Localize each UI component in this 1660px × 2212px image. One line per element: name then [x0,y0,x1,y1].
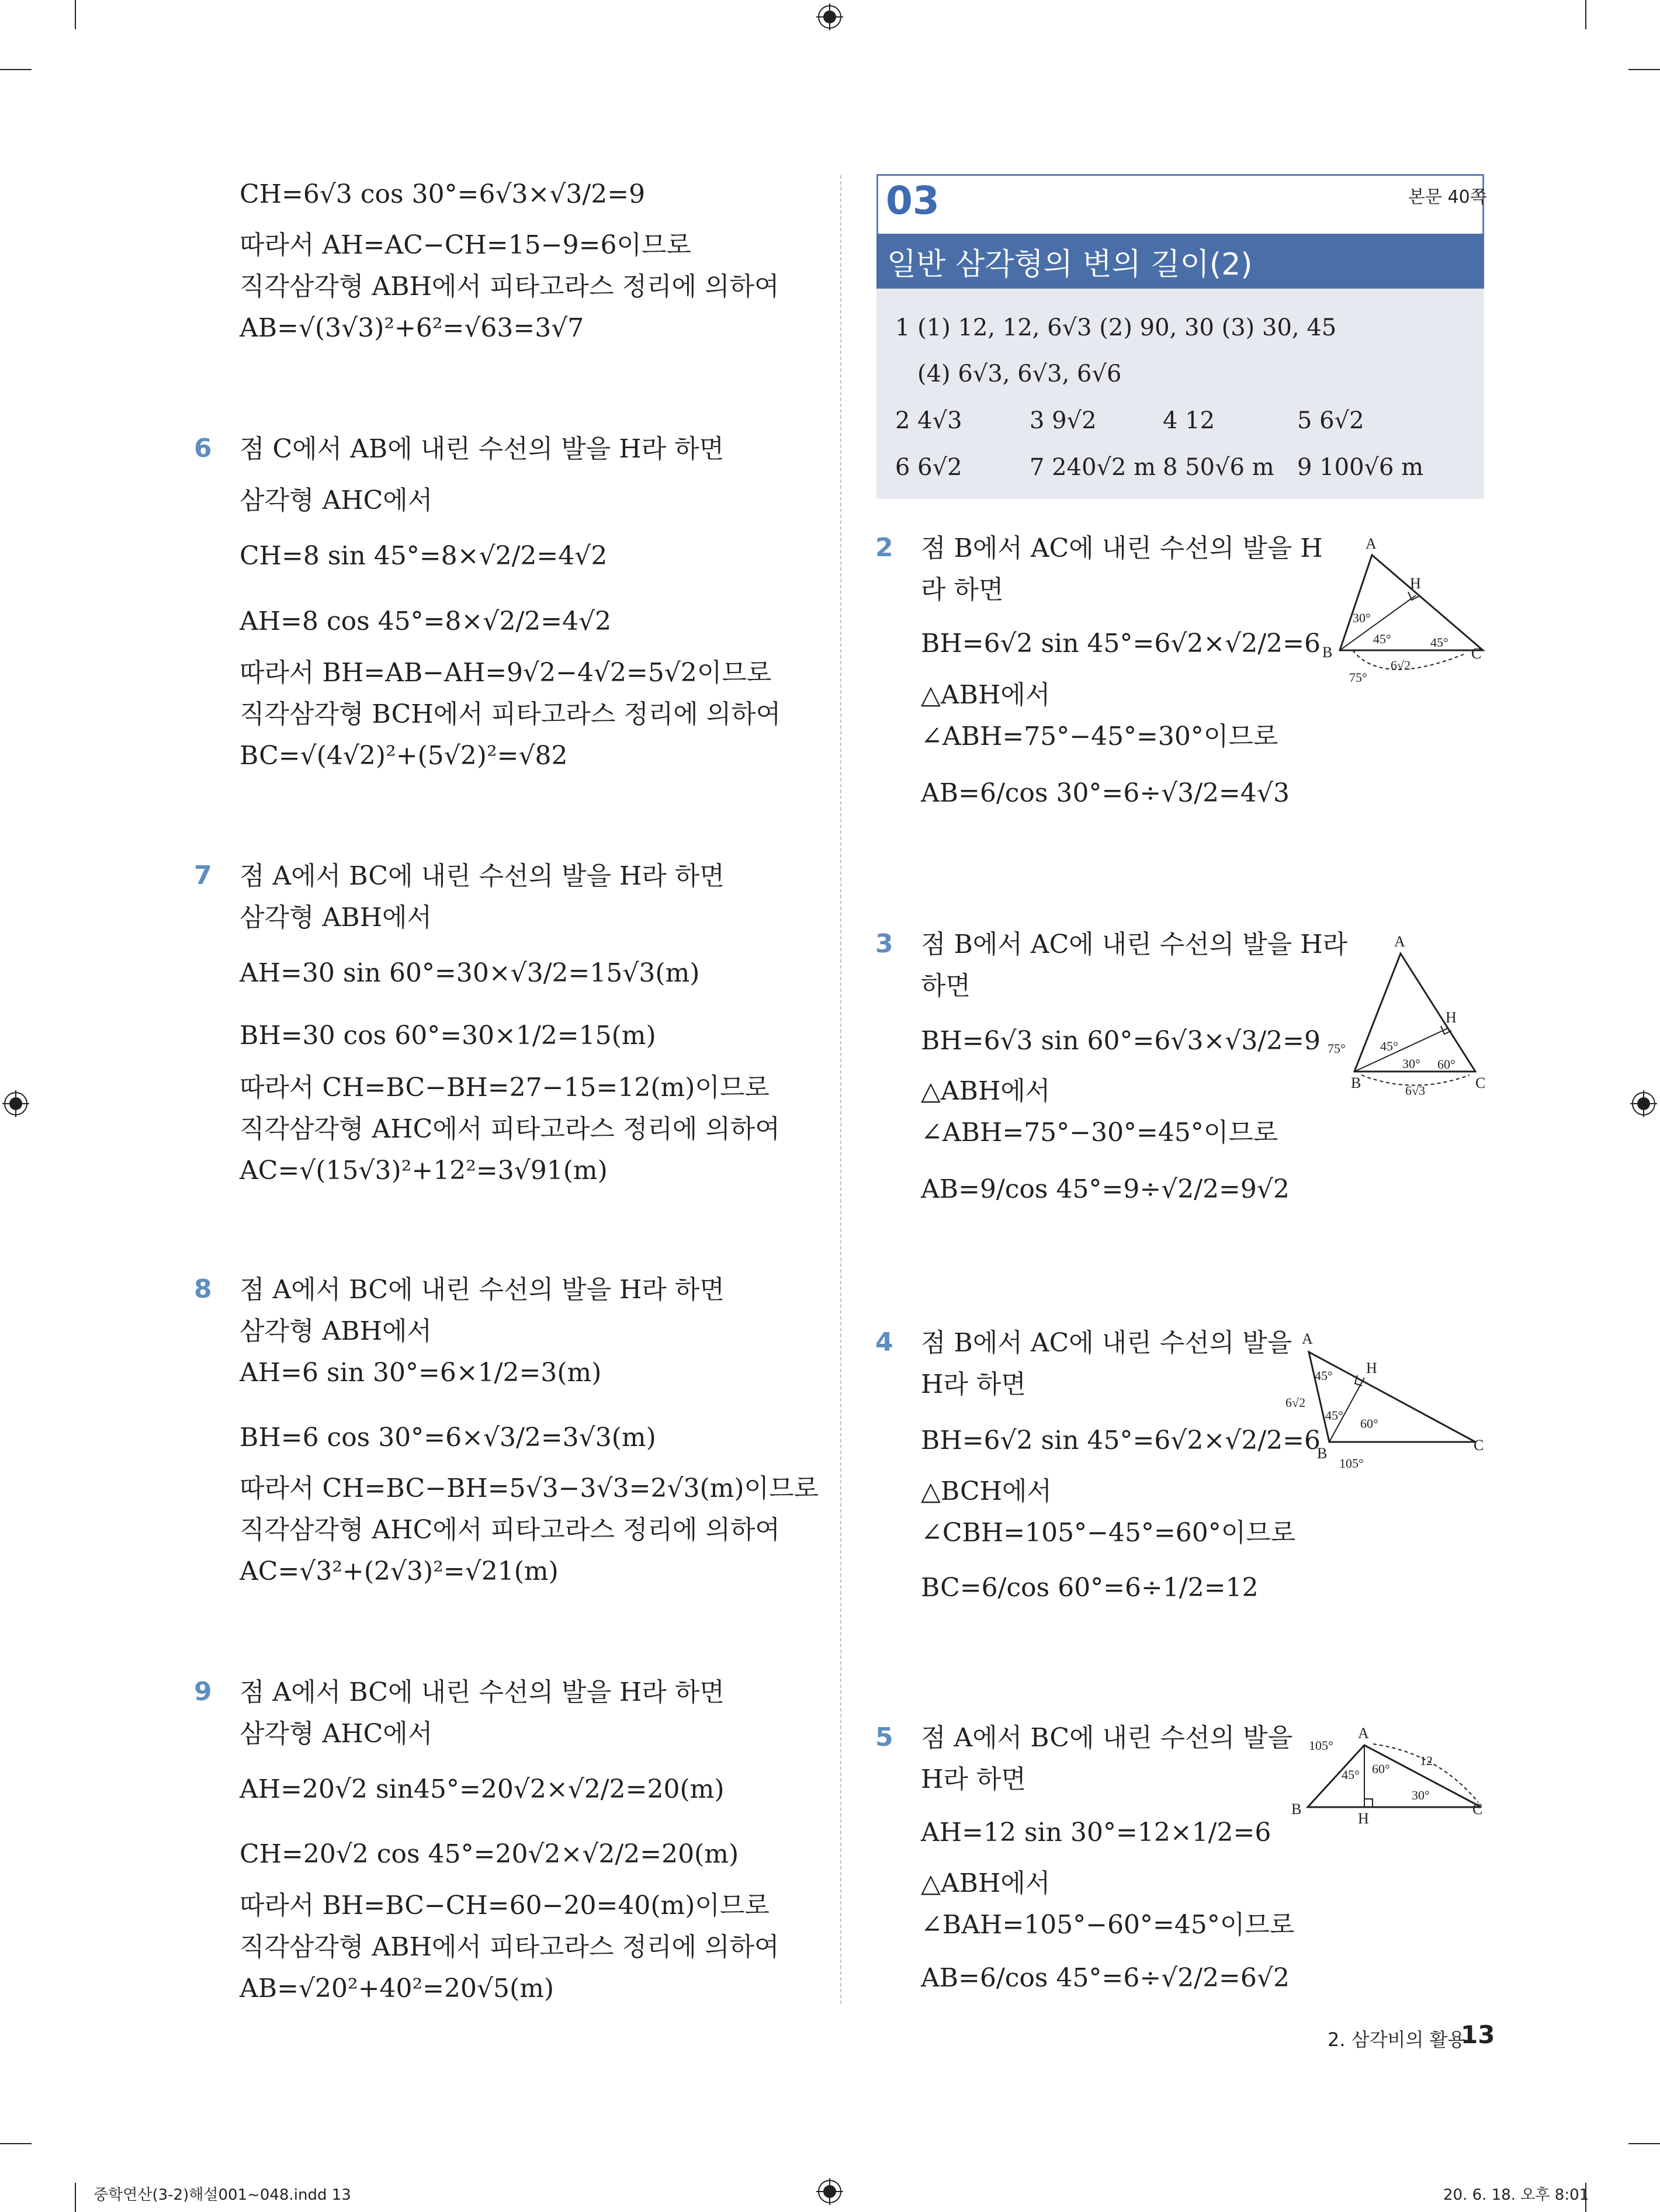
side-label: 6√2 [1391,658,1411,672]
solution-line: 따라서 BH=AB−AH=9√2−4√2=5√2이므로 [240,658,772,688]
registration-mark-icon [1630,1090,1657,1117]
side-label: 6√3 [1405,1083,1426,1098]
angle-label: 45° [1325,1408,1343,1423]
solution-line: 직각삼각형 AHC에서 피타고라스 정리에 의하여 [240,1114,780,1144]
angle-label: 45° [1342,1767,1360,1782]
solution-line: AC=√3²+(2√3)²=√21(m) [240,1556,559,1586]
solution-line: BH=30 cos 60°=30×1/2=15(m) [240,1021,656,1050]
solution-line: 직각삼각형 ABH에서 피타고라스 정리에 의하여 [240,1932,779,1962]
crop-mark [1628,69,1660,70]
solution-line: 삼각형 AHC에서 [240,486,433,515]
solution-line: AH=30 sin 60°=30×√3/2=15√3(m) [240,958,700,988]
solution-line: 점 A에서 BC에 내린 수선의 발을 H라 하면 [240,861,725,891]
triangle-figure-5 [1285,1721,1502,1849]
crop-mark [75,2183,76,2212]
crop-mark [1628,2143,1660,2144]
angle-label: 45° [1315,1368,1333,1383]
vertex-label: A [1394,933,1405,950]
angle-label: 75° [1328,1041,1346,1056]
solution-line: AH=6 sin 30°=6×1/2=3(m) [240,1358,602,1388]
solution-line: CH=20√2 cos 45°=20√2×√2/2=20(m) [240,1839,739,1869]
answer-5: 5 6√2 [1297,407,1364,434]
vertex-label: C [1474,1437,1484,1454]
solution-line: △BCH에서 [921,1476,1052,1506]
vertex-label: H [1358,1810,1369,1827]
column-divider [840,175,841,2004]
angle-label: 60° [1372,1762,1390,1776]
crop-mark [0,2143,32,2144]
solution-line: △ABH에서 [921,680,1051,710]
problem-number: 7 [194,861,212,890]
solution-line: ∠ABH=75°−45°=30°이므로 [921,722,1278,751]
answer-9: 9 100√6 m [1297,454,1424,481]
answer-4: 4 12 [1163,407,1215,434]
problem-number: 9 [194,1677,212,1707]
solution-line: AB=6/cos 45°=6÷√2/2=6√2 [921,1963,1290,1993]
solution-line: 하면 [921,971,971,1001]
vertex-label: C [1475,1074,1486,1091]
solution-line: 직각삼각형 AHC에서 피타고라스 정리에 의하여 [240,1515,780,1545]
vertex-label: H [1410,575,1421,592]
solution-line: AB=6/cos 30°=6÷√3/2=4√3 [921,778,1290,808]
solution-line: BH=6√2 sin 45°=6√2×√2/2=6 [921,629,1321,658]
solution-line: BC=6/cos 60°=6÷1/2=12 [921,1573,1259,1603]
solution-line: AH=20√2 sin45°=20√2×√2/2=20(m) [240,1774,725,1804]
registration-mark-icon [816,2178,843,2205]
solution-line: 점 A에서 BC에 내린 수선의 발을 H라 하면 [240,1677,725,1707]
triangle-figure-2 [1318,535,1505,692]
vertex-label: C [1471,645,1482,662]
angle-label: 30° [1412,1788,1430,1802]
angle-label: 105° [1339,1456,1364,1471]
solution-line: 점 A에서 BC에 내린 수선의 발을 H라 하면 [240,1275,725,1305]
triangle-figure-3 [1326,929,1502,1104]
vertex-label: B [1322,644,1333,661]
solution-line: BH=6√2 sin 45°=6√2×√2/2=6 [921,1426,1321,1455]
solution-line: 점 B에서 AC에 내린 수선의 발을 H라 [921,930,1348,959]
angle-label: 75° [1349,670,1367,685]
registration-mark-icon [2,1090,29,1117]
solution-line: 직각삼각형 BCH에서 피타고라스 정리에 의하여 [240,699,781,729]
solution-line: △ABH에서 [921,1076,1051,1106]
vertex-label: A [1358,1725,1369,1742]
answer-2: 2 4√3 [895,407,962,434]
chapter-label: 2. 삼각비의 활용 [1328,2029,1466,2051]
solution-line: BH=6√3 sin 60°=6√3×√3/2=9 [921,1026,1321,1056]
angle-label: 30° [1353,611,1371,625]
solution-line: CH=6√3 cos 30°=6√3×√3/2=9 [240,179,646,209]
vertex-label: C [1472,1801,1483,1818]
solution-line: △ABH에서 [921,1868,1051,1898]
unit-title: 일반 삼각형의 변의 길이(2) [887,247,1253,282]
registration-mark-icon [816,4,843,30]
side-label: 12 [1420,1753,1433,1768]
solution-line: AB=√(3√3)²+6²=√63=3√7 [240,313,584,343]
solution-line: 점 A에서 BC에 내린 수선의 발을 [921,1723,1293,1753]
solution-line: 직각삼각형 ABH에서 피타고라스 정리에 의하여 [240,272,779,301]
solution-line: BH=6 cos 30°=6×√3/2=3√3(m) [240,1423,656,1452]
solution-line: 따라서 AH=AC−CH=15−9=6이므로 [240,230,691,260]
angle-label: 30° [1402,1056,1420,1071]
solution-line: AH=8 cos 45°=8×√2/2=4√2 [240,606,612,636]
solution-line: 따라서 CH=BC−BH=5√3−3√3=2√3(m)이므로 [240,1473,819,1503]
print-date: 20. 6. 18. 오후 8:01 [1443,2186,1589,2204]
solution-line: ∠BAH=105°−60°=45°이므로 [921,1910,1295,1940]
solution-line: AH=12 sin 30°=12×1/2=6 [921,1818,1271,1847]
file-info: 중학연산(3-2)해설001~048.indd 13 [93,2186,351,2204]
solution-line: 점 C에서 AB에 내린 수선의 발을 H라 하면 [240,434,725,464]
problem-number: 6 [194,434,212,463]
vertex-label: B [1317,1445,1328,1462]
answer-6: 6 6√2 [895,454,962,481]
vertex-label: H [1366,1360,1377,1377]
angle-label: 45° [1373,632,1391,646]
page-number: 13 [1461,2020,1495,2049]
solution-line: 삼각형 ABH에서 [240,1316,432,1346]
unit-number: 03 [886,178,940,223]
angle-label: 60° [1360,1416,1378,1431]
solution-line: 라 하면 [921,575,1004,605]
answer-1: 1 (1) 12, 12, 6√3 (2) 90, 30 (3) 30, 45 [895,314,1337,341]
page-reference: 본문 40쪽 [1408,187,1487,207]
triangle-figure-4 [1280,1326,1502,1484]
angle-label: 60° [1437,1057,1455,1072]
answer-1-4: (4) 6√3, 6√3, 6√6 [917,360,1122,387]
crop-mark [75,0,76,29]
vertex-label: A [1366,535,1377,552]
angle-label: 45° [1380,1039,1398,1053]
problem-number: 8 [194,1274,212,1304]
problem-number: 2 [875,533,893,563]
solution-line: 따라서 CH=BC−BH=27−15=12(m)이므로 [240,1073,770,1102]
solution-line: 삼각형 AHC에서 [240,1719,433,1749]
answer-3: 3 9√2 [1030,407,1097,434]
answer-7: 7 240√2 m [1030,454,1156,481]
solution-line: 따라서 BH=BC−CH=60−20=40(m)이므로 [240,1891,770,1920]
crop-mark [1585,0,1586,29]
problem-number: 4 [875,1327,893,1357]
crop-mark [0,69,32,70]
answer-8: 8 50√6 m [1163,454,1274,481]
angle-label: 45° [1430,635,1448,650]
vertex-label: B [1291,1801,1302,1818]
solution-line: H라 하면 [921,1764,1026,1794]
angle-label: 105° [1309,1738,1333,1753]
solution-line: ∠ABH=75°−30°=45°이므로 [921,1118,1278,1147]
solution-line: BC=√(4√2)²+(5√2)²=√82 [240,741,568,771]
solution-line: ∠CBH=105°−45°=60°이므로 [921,1518,1296,1548]
vertex-label: A [1302,1330,1313,1347]
side-label: 6√2 [1285,1395,1306,1410]
solution-line: 삼각형 ABH에서 [240,903,432,932]
vertex-label: B [1351,1074,1361,1091]
solution-line: AC=√(15√3)²+12²=3√91(m) [240,1156,608,1185]
vertex-label: H [1446,1009,1457,1026]
solution-line: AB=√20²+40²=20√5(m) [240,1974,555,2003]
solution-line: H라 하면 [921,1370,1026,1399]
solution-line: AB=9/cos 45°=9÷√2/2=9√2 [921,1174,1290,1204]
solution-line: 점 B에서 AC에 내린 수선의 발을 [921,1328,1292,1358]
problem-number: 5 [875,1722,893,1752]
solution-line: CH=8 sin 45°=8×√2/2=4√2 [240,541,608,571]
problem-number: 3 [875,929,893,959]
solution-line: 점 B에서 AC에 내린 수선의 발을 H [921,533,1323,563]
